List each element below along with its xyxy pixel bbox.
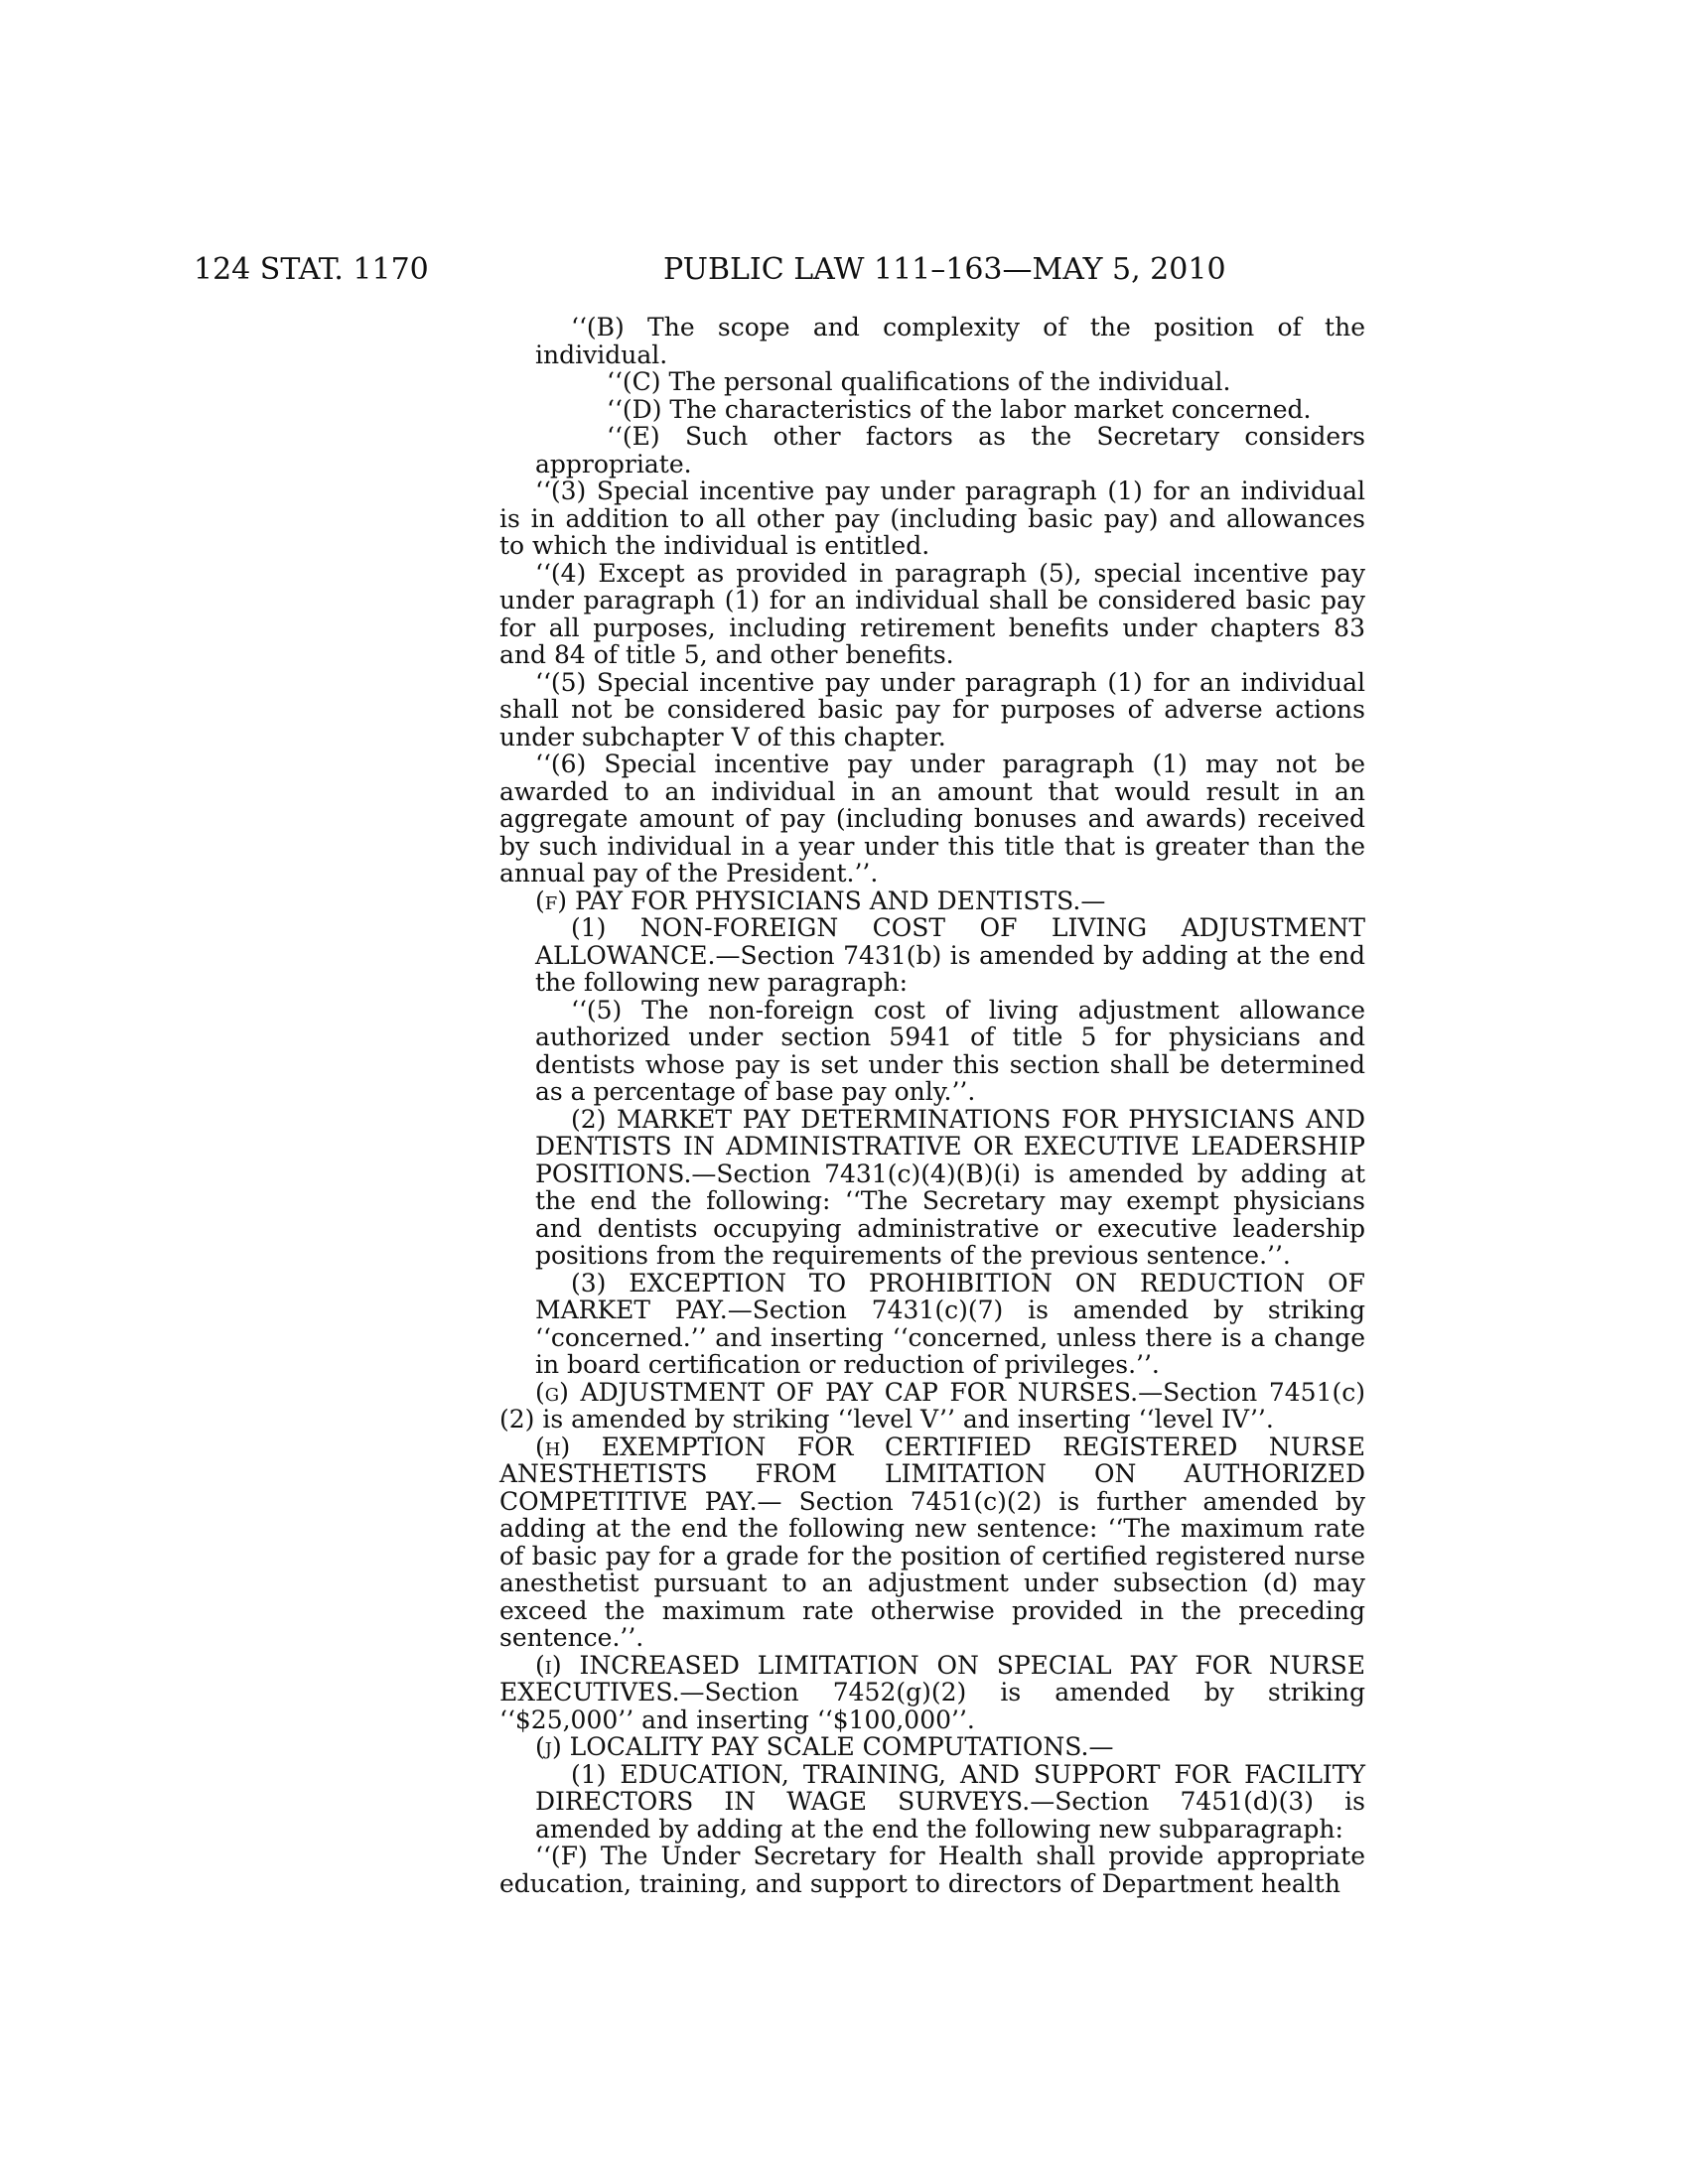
subsection-f-heading: (f) PAY FOR PHYSICIANS AND DENTISTS.— — [535, 886, 1106, 915]
subsection-i-heading: (i) INCREASED LIMITATION ON SPECIAL PAY FOR NURSE EXECUTIVES. — [499, 1650, 1365, 1706]
paragraph-6: ‘‘(6) Special incentive pay under paragraph (1) may not be awarded to an individual in an amount that would result in an aggregate amount of pay (including bonuses and awards) received by such individual in a year under this title that is greater than the annual pay of the President.’’. — [499, 750, 1365, 887]
public-law-citation: PUBLIC LAW 111–163—MAY 5, 2010 — [663, 252, 1226, 287]
inserted-paragraph-5: ‘‘(5) The non-foreign cost of living adjustment allowance authorized under section 5941 of title 5 for physicians and dentists whose pay is set under this section shall be determined as a percentage of base pay only.’’. — [535, 995, 1365, 1106]
statute-page-number: 124 STAT. 1170 — [194, 252, 429, 287]
subsection-f-2-heading: (2) MARKET PAY DETERMINATIONS FOR PHYSICIANS AND DENTISTS IN ADMINISTRATIVE OR EXECUTIVE LEADERSHIP POSITIONS. — [535, 1104, 1365, 1188]
subsection-j-1-heading: (1) EDUCATION, TRAINING, AND SUPPORT FOR FACILITY DIRECTORS IN WAGE SURVEYS. — [535, 1759, 1365, 1816]
subparagraph-c: ‘‘(C) The personal qualifications of the individual. — [607, 367, 1231, 396]
subsection-f-3-heading: (3) EXCEPTION TO PROHIBITION ON REDUCTION OF MARKET PAY. — [535, 1268, 1365, 1324]
subparagraph-e: ‘‘(E) Such other factors as the Secretary considers appropriate. — [535, 422, 1365, 478]
statute-body — [499, 314, 1365, 1897]
inserted-subparagraph-f: ‘‘(F) The Under Secretary for Health shall provide appropriate education, training, and support to directors of Department health — [499, 1842, 1365, 1898]
subsection-j-heading: (j) LOCALITY PAY SCALE COMPUTATIONS.— — [535, 1732, 1114, 1761]
paragraph-3: ‘‘(3) Special incentive pay under paragraph (1) for an individual is in addition to all other pay (including basic pay) and allowances to which the individual is entitled. — [499, 477, 1365, 560]
subsection-g-heading: (g) ADJUSTMENT OF PAY CAP FOR NURSES. — [535, 1377, 1139, 1407]
subsection-i: (i) INCREASED LIMITATION ON SPECIAL PAY FOR NURSE EXECUTIVES.—Section 7452(g)(2) is amended by striking ‘‘$25,000’’ and inserting ‘‘$100,000’’. — [499, 1650, 1365, 1734]
subsection-j-1: (1) EDUCATION, TRAINING, AND SUPPORT FOR FACILITY DIRECTORS IN WAGE SURVEYS.—Section 7451(d)(3) is amended by adding at the end the following new subparagraph: — [535, 1759, 1365, 1843]
subsection-f-3: (3) EXCEPTION TO PROHIBITION ON REDUCTION OF MARKET PAY.—Section 7431(c)(7) is amended by striking ‘‘concerned.’’ and inserting ‘‘concerned, unless there is a change in board certification or reduction of privileges.’’. — [535, 1268, 1365, 1379]
paragraph-5: ‘‘(5) Special incentive pay under paragraph (1) for an individual shall not be considered basic pay for purposes of adverse actions under subchapter V of this chapter. — [499, 667, 1365, 751]
subsection-f-1-heading: (1) NON-FOREIGN COST OF LIVING ADJUSTMENT ALLOWANCE. — [535, 913, 1365, 970]
subparagraph-b: ‘‘(B) The scope and complexity of the position of the individual. — [535, 313, 1365, 369]
subparagraph-d: ‘‘(D) The characteristics of the labor market concerned. — [607, 394, 1312, 424]
subsection-h: (h) EXEMPTION FOR CERTIFIED REGISTERED NURSE ANESTHETISTS FROM LIMITATION ON AUTHORIZED COMPETITIVE PAY.— Section 7451(c)(2) is further amended by adding at the end the following new sentence: ‘‘The maximum rate of basic pay for a grade for the position of certified registered nurse anesthetist pursuant to an adjustment under subsection (d) may exceed the maximum rate otherwise provided in the preceding sentence.’’. — [499, 1432, 1365, 1652]
running-header — [0, 250, 1688, 290]
paragraph-4: ‘‘(4) Except as provided in paragraph (5), special incentive pay under paragraph (1) for an individual shall be considered basic pay for all purposes, including retirement benefits under chapters 83 and 84 of title 5, and other benefits. — [499, 558, 1365, 669]
subsection-f-1: (1) NON-FOREIGN COST OF LIVING ADJUSTMENT ALLOWANCE.—Section 7431(b) is amended by adding at the end the following new paragraph: — [535, 913, 1365, 997]
subsection-h-heading: (h) EXEMPTION FOR CERTIFIED REGISTERED NURSE ANESTHETISTS FROM LIMITATION ON AUTHORIZED COMPETITIVE PAY. — [499, 1432, 1365, 1516]
subsection-f-2: (2) MARKET PAY DETERMINATIONS FOR PHYSICIANS AND DENTISTS IN ADMINISTRATIVE OR EXECUTIVE LEADERSHIP POSITIONS.—Section 7431(c)(4)(B)(i) is amended by adding at the end the following: ‘‘The Secretary may exempt physicians and dentists occupying administrative or executive leadership positions from the requirements of the previous sentence.’’. — [535, 1104, 1365, 1270]
subsection-g: (g) ADJUSTMENT OF PAY CAP FOR NURSES.—Section 7451(c)(2) is amended by striking ‘‘level V’’ and inserting ‘‘level IV’’. — [499, 1377, 1365, 1433]
